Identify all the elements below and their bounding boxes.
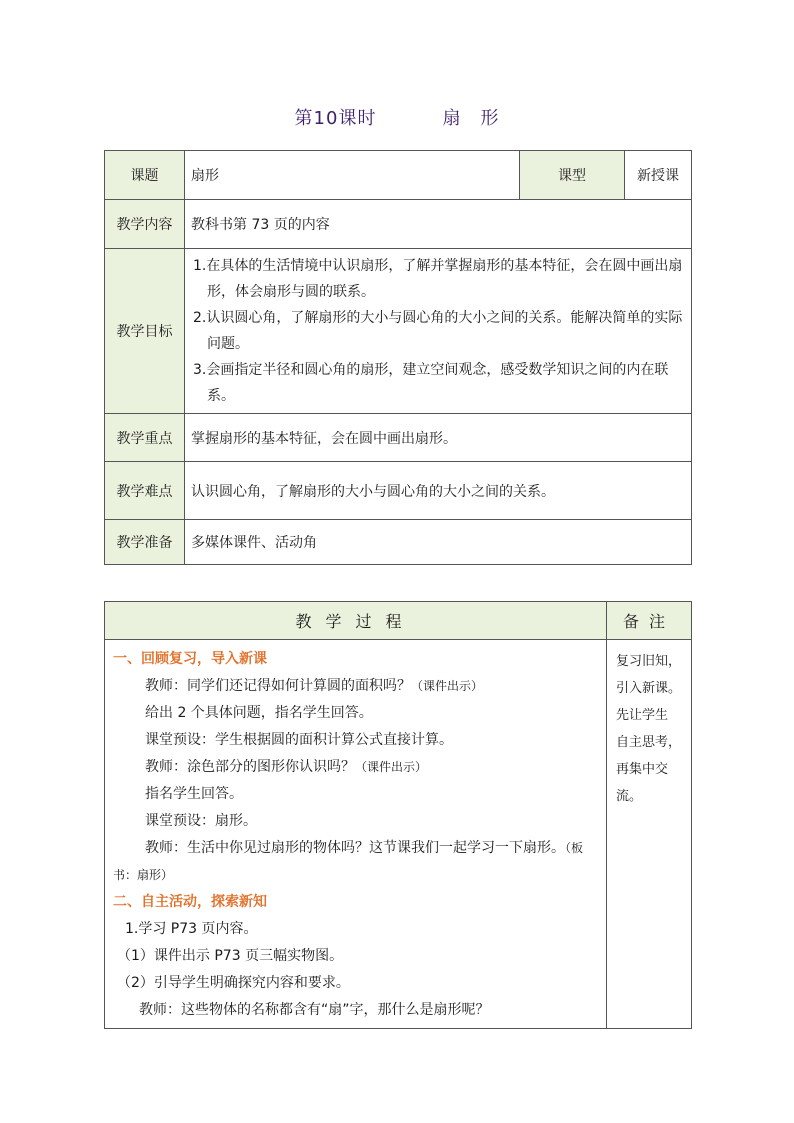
goal-item: 3.会画指定半径和圆心角的扇形，建立空间观念，感受数学知识之间的内在联系。	[193, 362, 669, 404]
inline-note: （板书：扇形）	[113, 841, 584, 882]
note-line: 复习旧知，	[616, 654, 682, 669]
inline-note: （课件出示）	[411, 679, 484, 693]
key-point-label: 教学重点	[105, 414, 185, 462]
note-line: 自主思考，	[616, 735, 682, 750]
process-header-row	[105, 602, 692, 640]
process-line: （2）引导学生明确探究内容和要求。	[117, 975, 350, 991]
notes-content	[607, 640, 692, 1029]
process-header: 教学过程	[105, 602, 607, 640]
type-label: 课型	[520, 151, 625, 200]
page-title	[0, 104, 794, 130]
process-line: 教师：同学们还记得如何计算圆的面积吗？（课件出示）	[145, 678, 484, 694]
goal-item: 2.认识圆心角，了解扇形的大小与圆心角的大小之间的关系。能解决简单的实际问题。	[193, 310, 683, 352]
process-line: 1.学习 P73 页内容。	[125, 921, 258, 937]
process-line: 教师：这些物体的名称都含有“扇”字，那什么是扇形呢？	[139, 1002, 490, 1018]
process-line: 课堂预设：扇形。	[145, 813, 257, 829]
teaching-process-table	[104, 601, 692, 1029]
note-line: 流。	[616, 789, 643, 804]
preparation-value: 多媒体课件、活动角	[185, 520, 692, 565]
note-line: 先让学生	[616, 708, 669, 723]
lesson-topic: 扇 形	[442, 108, 500, 129]
process-body-row	[105, 640, 692, 1029]
topic-label: 课题	[105, 151, 185, 200]
goal-item: 1.在具体的生活情境中认识扇形，了解并掌握扇形的基本特征，会在圆中画出扇形，体会扇形与圆的联系。	[193, 258, 683, 300]
process-line: 指名学生回答。	[145, 786, 243, 802]
process-line: （1）课件出示 P73 页三幅实物图。	[117, 948, 344, 964]
process-content	[105, 640, 607, 1029]
topic-value: 扇形	[185, 151, 520, 200]
key-point-row	[105, 414, 692, 462]
difficulty-row	[105, 462, 692, 520]
process-line: 给出 2 个具体问题，指名学生回答。	[145, 705, 373, 721]
goals-label: 教学目标	[105, 249, 185, 414]
difficulty-label: 教学难点	[105, 462, 185, 520]
type-value: 新授课	[625, 151, 692, 200]
content-label: 教学内容	[105, 200, 185, 249]
process-line: 课堂预设：学生根据圆的面积计算公式直接计算。	[145, 732, 453, 748]
note-line: 再集中交	[616, 762, 669, 777]
content-row	[105, 200, 692, 249]
difficulty-value: 认识圆心角，了解扇形的大小与圆心角的大小之间的关系。	[185, 462, 692, 520]
process-line: 教师：涂色部分的图形你认识吗？（课件出示）	[145, 759, 428, 775]
inline-note: （课件出示）	[355, 760, 428, 774]
notes-header: 备注	[607, 602, 692, 640]
process-line: 教师：生活中你见过扇形的物体吗？这节课我们一起学习一下扇形。（板书：扇形）	[113, 840, 584, 882]
section-heading: 一、回顾复习，导入新课	[113, 651, 267, 667]
preparation-row	[105, 520, 692, 565]
preparation-label: 教学准备	[105, 520, 185, 565]
goals-row	[105, 249, 692, 414]
lesson-info-table	[104, 150, 692, 565]
topic-row	[105, 151, 692, 200]
lesson-number: 第10课时	[294, 108, 377, 129]
note-line: 引入新课。	[616, 681, 682, 696]
goals-list	[185, 249, 692, 414]
content-value: 教科书第 73 页的内容	[185, 200, 692, 249]
key-point-value: 掌握扇形的基本特征，会在圆中画出扇形。	[185, 414, 692, 462]
section-heading: 二、自主活动，探索新知	[113, 894, 267, 910]
